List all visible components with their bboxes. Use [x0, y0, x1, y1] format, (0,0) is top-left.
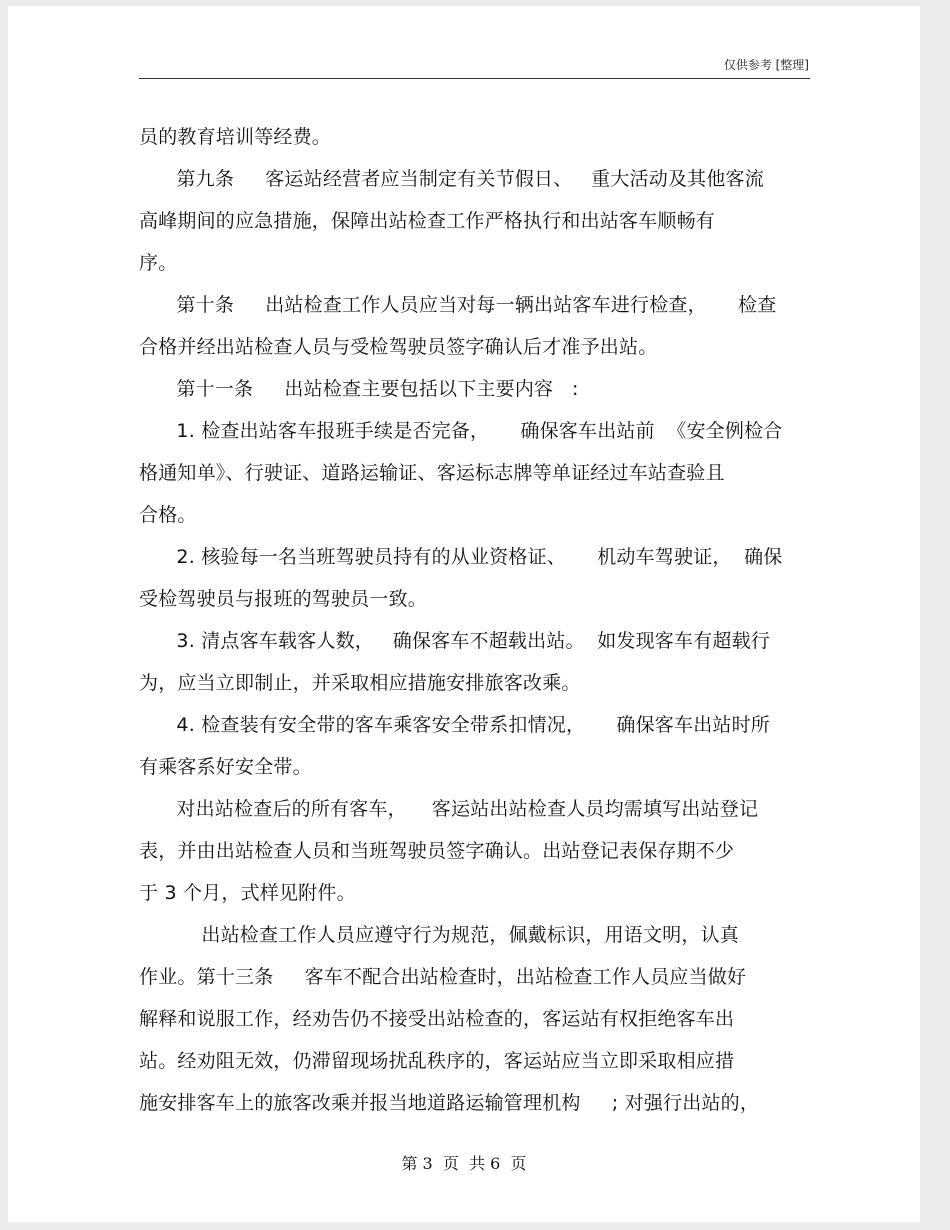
text-line: 3. 清点客车载客人数， 确保客车不超载出站。 如发现客车有超载行	[139, 629, 771, 652]
text-line: 受检驾驶员与报班的驾驶员一致。	[139, 587, 428, 610]
text-line: 第九条 客运站经营者应当制定有关节假日、 重大活动及其他客流	[139, 167, 764, 190]
text-line: 有乘客系好安全带。	[139, 755, 312, 778]
text-line: 员的教育培训等经费。	[139, 125, 332, 148]
text-line: 第十条 出站检查工作人员应当对每一辆出站客车进行检查， 检查	[139, 293, 777, 316]
text-line: 施安排客车上的旅客改乘并报当地道路运输管理机构 ; 对强行出站的，	[139, 1091, 760, 1114]
header-label: 仅供参考 [整理]	[723, 58, 809, 72]
text-line: 合格。	[139, 503, 197, 526]
text-line: 第十一条 出站检查主要包括以下主要内容 :	[139, 377, 579, 400]
text-line: 2. 核验每一名当班驾驶员持有的从业资格证、 机动车驾驶证， 确保	[139, 545, 783, 568]
text-line: 对出站检查后的所有客车， 客运站出站检查人员均需填写出站登记	[139, 797, 759, 820]
page-number: 第 3 页 共 6 页	[401, 1154, 527, 1173]
text-line: 站。经劝阻无效，仍滞留现场扰乱秩序的，客运站应当立即采取相应措	[139, 1049, 735, 1072]
body-text	[139, 114, 839, 1122]
header-rule	[139, 78, 810, 79]
text-line: 序。	[139, 251, 178, 274]
text-line: 于 3 个月，式样见附件。	[139, 881, 356, 904]
text-line: 1. 检查出站客车报班手续是否完备， 确保客车出站前 《安全例检合	[139, 419, 783, 442]
text-line: 高峰期间的应急措施，保障出站检查工作严格执行和出站客车顺畅有	[139, 209, 716, 232]
text-line: 表，并由出站检查人员和当班驾驶员签字确认。出站登记表保存期不少	[139, 839, 735, 862]
text-line: 格通知单》、行驶证、道路运输证、客运标志牌等单证经过车站查验且	[139, 461, 725, 484]
text-line: 解释和说服工作，经劝告仍不接受出站检查的，客运站有权拒绝客车出	[139, 1007, 735, 1030]
text-line: 为，应当立即制止，并采取相应措施安排旅客改乘。	[139, 671, 581, 694]
text-line: 作业。第十三条 客车不配合出站检查时，出站检查工作人员应当做好	[139, 965, 747, 988]
text-line: 出站检查工作人员应遵守行为规范，佩戴标识，用语文明，认真	[139, 923, 739, 946]
text-line: 合格并经出站检查人员与受检驾驶员签字确认后才准予出站。	[139, 335, 658, 358]
document-page	[8, 6, 920, 1222]
text-line: 4. 检查装有安全带的客车乘客安全带系扣情况， 确保客车出站时所	[139, 713, 771, 736]
